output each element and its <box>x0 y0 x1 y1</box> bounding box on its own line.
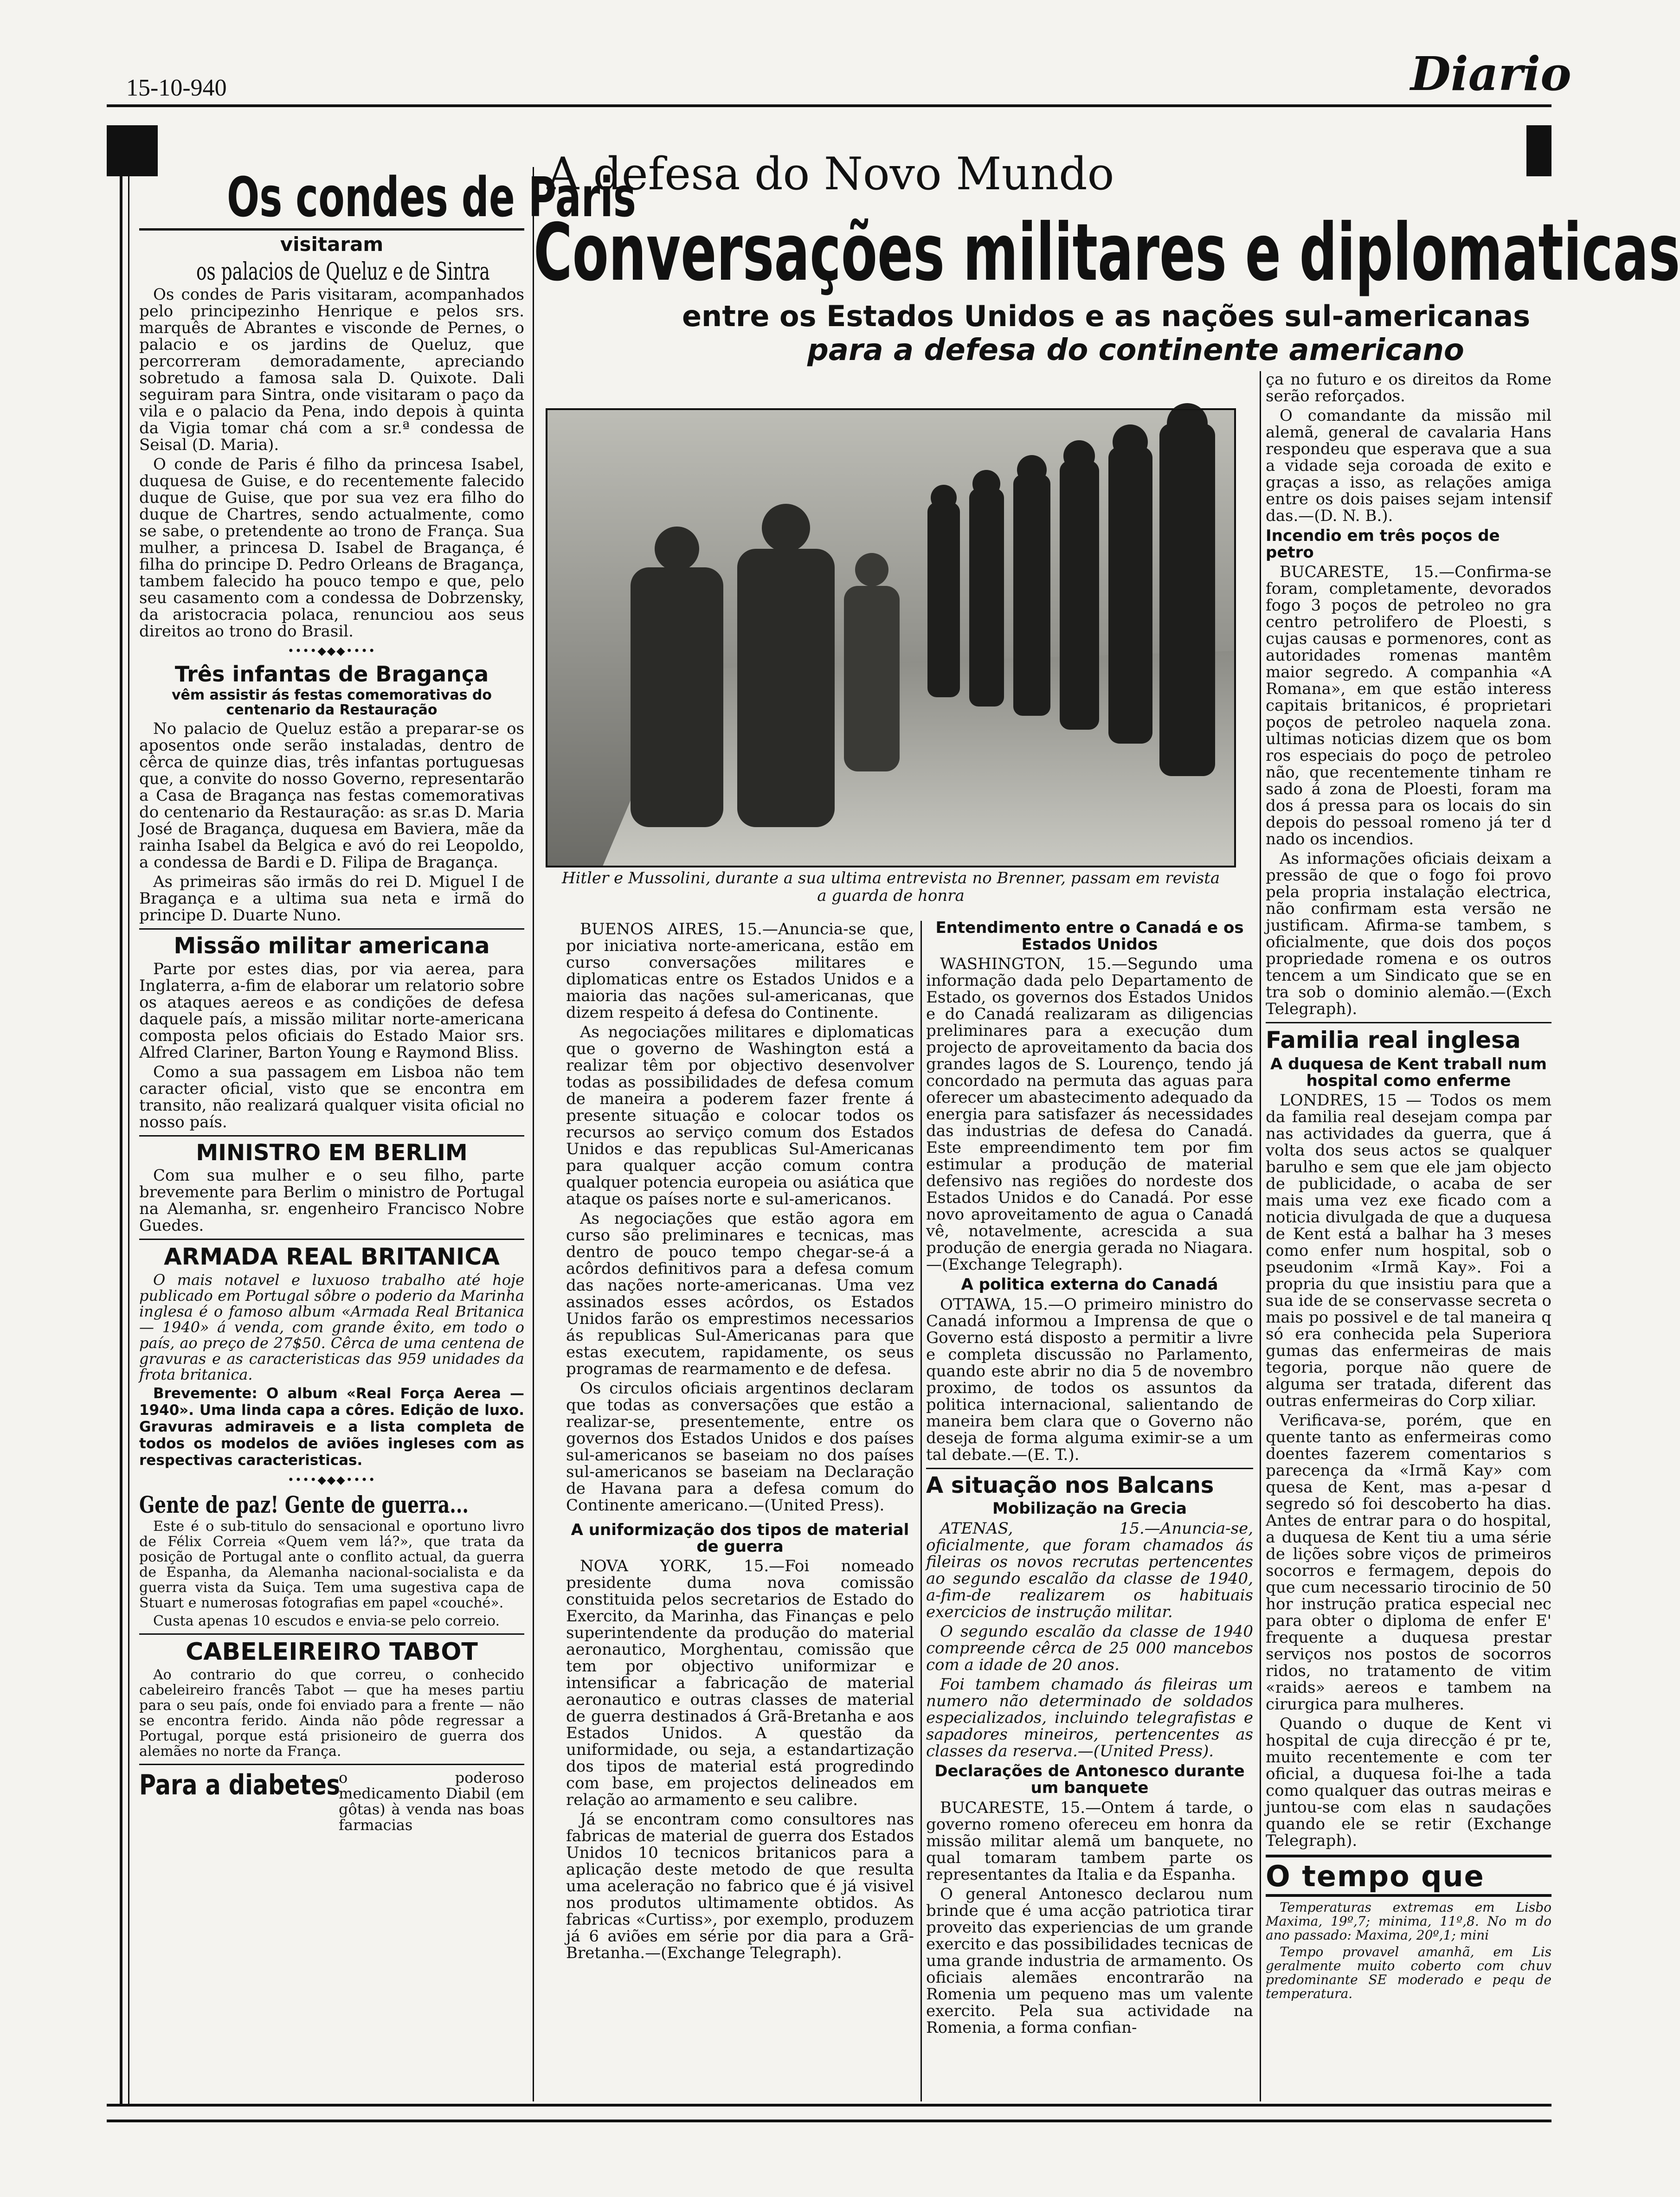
article-paragraph: BUCARESTE, 15.—Confirma-se foram, completamente, devorados fogo 3 poços de petroleo no gra centro petrolifero de Ploesti, s cujas causas e pormenores, cont as autoridades romenas mantêm maior segredo. A companhia «A Romana», em que estão interess capitais britanicos, é proprietari poços de petroleo naquela zona. ultimas noticias dizem que os bom ros especiais do poço de petroleo não, que recentemente tinham re sado á zona de Ploesti, foram ma dos á pressa para os locais do sin depois do pessoal romeno já ter d nado os incendios. <box>1266 563 1551 849</box>
condes-kicker: visitaram <box>280 233 384 256</box>
over-headline: A defesa do Novo Mundo <box>547 148 1114 200</box>
article-paragraph: OTTAWA, 15.—O primeiro ministro do Canadá informou a Imprensa de que o Governo está disposto a permitir a livre e completa discussão no Parlamento, quando este abrir no dia 5 de novembro proximo, de todos os assuntos da politica internacional, salientando de maneira bem clara que o Governo não deseja de forma alguma eximir-se a um tal debate.—(E. T.). <box>926 1295 1253 1465</box>
masthead: Diario <box>1410 46 1571 101</box>
infantas-headline: Três infantas de Bragança <box>174 662 489 687</box>
ornament-divider: ••••◆◆◆•••• <box>287 644 376 658</box>
news-photo <box>546 408 1236 867</box>
deck-line-1: entre os Estados Unidos e as nações sul-americanas <box>682 299 1531 333</box>
tempo-paragraph: Tempo provavel amanhã, em Lis geralmente muito coberto com chuv predominante SE moderado e pequ de temperatura. <box>1266 1944 1551 2002</box>
condes-paragraph: O conde de Paris é filho da princesa Isabel, duquesa de Guise, e do recentemente falecido duque de Guise, que por sua vez era filho do duque de Chartres, sendo actualmente, como se sabe, o pretendente ao trono de França. Sua mulher, a princesa D. Isabel de Bragança, é filha do principe D. Pedro Orleans de Bragança, tambem falecido ha pouco tempo e que, pelo seu casamento com a condessa de Dobrzensky, da aristocracia polaca, renunciou aos seus direitos ao trono do Brasil. <box>139 455 524 641</box>
tempo-headline: O tempo que <box>1266 1859 1485 1894</box>
article-paragraph: O general Antonesco declarou num brinde que é uma acção patriotica tirar proveito das experiencias de um grande exercito e das possibilidades tecnicas de uma grande industria de armamento. Os oficiais alemães encontrarão na Romenia um pequeno mas um valente exercito. Pela sua actividade na Romenia, a forma confian- <box>926 1884 1253 2037</box>
ornament-divider: ••••◆◆◆•••• <box>287 1473 376 1486</box>
gente-paragraph: Custa apenas 10 escudos e envia-se pelo correio. <box>153 1612 500 1629</box>
photo-illustration <box>547 410 1235 866</box>
condes-paragraph: Os condes de Paris visitaram, acompanhados pelo principezinho Henrique e pelos srs. marquês de Abrantes e visconde de Pernes, o palacio e os jardins de Queluz, que percorreram demoradamente, apreciando sobretudo a famosa sala D. Quixote. Dali seguiram para Sintra, onde visitaram o paço da vila e o palacio da Pena, indo depois à quinta da Vigia tomar chá com a sr.ª condessa de Seisal (D. Maria). <box>139 285 524 455</box>
uniformizacao-headline: A uniformização dos tipos de material de guerra <box>571 1521 909 1556</box>
article-paragraph: NOVA YORK, 15.—Foi nomeado presidente duma nova comissão constituida pelos secretarios de Estado do Exercito, da Marinha, das Finanças e pelo superintendente da produção do material aeronautico, Morghentau, comissão que tem por objectivo uniformizar e intensificar a fabricação de material aeronautico e outras classes de material de guerra destinados á Grã-Bretanha e aos Estados Unidos. A questão da uniformidade, ou seja, a estandartização dos tipos de material está progredindo com base, em projectos delineados em relação ao armamento e seu calibre. <box>566 1557 914 1810</box>
armada-paragraph: O mais notavel e luxuoso trabalho até hoje publicado em Portugal sôbre o poderio da Marinha inglesa é o famoso album «Armada Real Britanica — 1940» á venda, com grande êxito, em todo o país, ao preço de 27$50. Cêrca de uma centena de gravuras e as caracteristicas das 959 unidades da frota britanica. <box>139 1271 524 1383</box>
politica-headline: A politica externa do Canadá <box>961 1275 1218 1294</box>
article-paragraph: O segundo escalão da classe de 1940 compreende cêrca de 25 000 mancebos com a idade de 20 anos. <box>926 1622 1253 1675</box>
top-rule <box>107 104 1551 107</box>
article-paragraph: Verificava-se, porém, que en quente tanto as enfermeiras como doentes fazerem comentarios s parecença da «Irmã Kay» com quesa de Kent, mas a-pesar d segredo só foi descoberto ha dias. Antes de entrar para o do hospital, a duquesa de Kent tiu a uma série de lições sobre viços de primeiros socorros e fermagem, depois do que cum necessario tirocinio de 50 hor instrução pratica especial nec para obter o diploma de enfer E' frequente a duquesa prestar serviços nos postos de socorros ridos, no tratamento de vitim «raids» aereos e tambem na cirurgica para mulheres. <box>1266 1411 1551 1714</box>
photo-caption: Hitler e Mussolini, durante a sua ultima entrevista no Brenner, passam em revista a guarda de honra <box>561 869 1220 905</box>
tabot-paragraph: Ao contrario do que correu, o conhecido cabeleireiro francês Tabot — que ha meses partiu para o seu país, onde foi enviado para a frente — não se encontra ferido. Ainda não pôde regressar a Portugal, porque está prisioneiro de guerra dos alemães no norte da França. <box>139 1667 524 1760</box>
condes-subhead: os palacios de Queluz e de Sintra <box>196 258 490 286</box>
ministro-headline: MINISTRO EM BERLIM <box>196 1139 468 1166</box>
armada-headline: ARMADA REAL BRITANICA <box>164 1243 500 1271</box>
main-column-2 <box>926 916 1253 2099</box>
diabetes-text: o poderoso medicamento Diabil (em gôtas) à venda nas boas farmacias <box>339 1769 524 1834</box>
left-border-rule <box>120 176 122 2106</box>
article-paragraph: ça no futuro e os direitos da Rome serão reforçados. <box>1266 370 1551 405</box>
condes-headline: Os condes de Paris <box>226 165 636 229</box>
article-paragraph: Quando o duque de Kent vi hospital de cuja direcção é pr te, muito recentemente e com ter oficial, a duquesa foi-lhe a tada como qualquer das outras meiras e juntou-se com elas n saudações quando ele se retir (Exchange Telegraph). <box>1266 1715 1551 1850</box>
main-headline: Conversações militares e diplomaticas <box>534 207 1680 299</box>
armada-paragraph-bold: Brevemente: O album «Real Força Aerea — 1940». Uma linda capa a côres. Edição de luxo. Gravuras admiraveis e a lista completa de todos os modelos de aviões ingleses com as respectivas caracteristicas. <box>139 1385 524 1469</box>
bottom-rule <box>107 2104 1551 2122</box>
left-border-rule-inner <box>128 176 129 2106</box>
article-paragraph: BUENOS AIRES, 15.—Anuncia-se que, por iniciativa norte-americana, estão em curso conversações militares e diplomaticas entre os Estados Unidos e a maioria das nações sul-americanas, que dizem respeito á defesa do Continente. <box>566 920 914 1022</box>
diabetes-ad <box>139 1770 524 1833</box>
article-paragraph: O comandante da missão mil alemã, general de cavalaria Hans respondeu que esperava que a sua a vidade seja coroada de exito e graças a isso, as relações amiga entre os dois paises sejam intensif das.—(D. N. B.). <box>1266 406 1551 525</box>
main-headline-wrap <box>534 207 1680 302</box>
infantas-subhead: vêm assistir ás festas comemorativas do centenario da Restauração <box>172 687 492 719</box>
infantas-paragraph: As primeiras são irmãs do rei D. Miguel I de Bragança e a ultima sua neta e irmã do principe D. Duarte Nuno. <box>139 873 524 925</box>
article-paragraph: As negociações militares e diplomaticas que o governo de Washington está a realizar têm por objectivo desenvolver todas as possibilidades de defesa comum de maneira a poderem fazer frente á presente situação e colocar todos os recursos ao serviço comum dos Estados Unidos e das republicas Sul-Americanas para qualquer acção comum contra qualquer potencia europeia ou asiática que ataque os países norte e sul-americanos. <box>566 1023 914 1208</box>
balcans-headline: A situação nos Balcans <box>926 1472 1214 1499</box>
missao-paragraph: Como a sua passagem em Lisboa não tem caracter oficial, visto que se encontra em transito, não realizará qualquer visita oficial no nosso país. <box>139 1062 524 1131</box>
article-paragraph: BUCARESTE, 15.—Ontem á tarde, o governo romeno ofereceu em honra da missão militar alemã um banquete, no qual tomaram tambem parte os representantes da Italia e da Espanha. <box>926 1798 1253 1884</box>
gente-headline: Gente de paz! Gente de guerra... <box>139 1490 469 1518</box>
familia-headline: Familia real inglesa <box>1266 1027 1521 1054</box>
article-paragraph: Foi tambem chamado ás fileiras um numero não determinado de soldados especializados, incluindo telegrafistas e sapadores mineiros, pertencentes as classes da reserva.—(United Press). <box>926 1675 1253 1761</box>
tabot-headline: CABELEIREIRO TABOT <box>186 1638 478 1666</box>
antonesco-headline: Declarações de Antonesco durante um banquete <box>934 1762 1245 1797</box>
ministro-paragraph: Com sua mulher e o seu filho, parte brevemente para Berlim o ministro de Portugal na Alemanha, sr. engenheiro Francisco Nobre Guedes. <box>139 1166 524 1235</box>
issue-date: 15-10-940 <box>126 75 227 101</box>
tempo-paragraph: Temperaturas extremas em Lisbo Maxima, 19º,7; minima, 11º,8. No m do ano passado: Maxima, 20º,1; mini <box>1266 1900 1551 1943</box>
grecia-subhead: Mobilização na Grecia <box>992 1499 1187 1518</box>
right-column <box>1266 371 1551 2101</box>
diabetes-headline: Para a diabetes <box>139 1769 340 1802</box>
gente-paragraph: Este é o sub-titulo do sensacional e oportuno livro de Félix Correia «Quem vem lá?», que trata da posição de Portugal ante o conflito actual, da guerra de Espanha, da Alemanha nacional-socialista e da guerra vista da Suiça. Tem uma sugestiva capa de Stuart e numerosas fotografias em papel «couché». <box>139 1518 524 1611</box>
article-paragraph: ATENAS, 15.—Anuncia-se, oficialmente, que foram chamados ás fileiras os novos recrutas pertencentes ao segundo escalão da classe de 1940, a-fim-de realizarem os habituais exercicios de instrução militar. <box>926 1519 1253 1622</box>
article-paragraph: Os circulos oficiais argentinos declaram que todas as conversações que estão a realizar-se, presentemente, entre os governos dos Estados Unidos e dos países sul-americanos se baseiam no dos países sul-americanos se baseiam na Declaração de Havana para a defesa comum do Continente americano.—(United Press). <box>566 1379 914 1515</box>
article-paragraph: As informações oficiais deixam a pressão de que o fogo foi provo pela propria instalação electrica, não confirmam esta versão ne justificam. Afirma-se tambem, s oficialmente, que dois dos poços propriedade romena e os outros tencem a um Sindicato que se en tra sob o dominio alemão.—(Exch Telegraph). <box>1266 849 1551 1019</box>
column-rule-3 <box>1260 371 1261 2101</box>
main-column-1 <box>566 921 914 2099</box>
article-paragraph: Já se encontram como consultores nas fabricas de material de guerra dos Estados Unidos 10 tecnicos britanicos para a aplicação deste metodo de que resulta uma aceleração no fabrico que é já visivel nos produtos ultimamente obtidos. As fabricas «Curtiss», por exemplo, produzem já 6 aviões em série por dia para a Grã-Bretanha.—(Exchange Telegraph). <box>566 1810 914 1963</box>
infantas-paragraph: No palacio de Queluz estão a preparar-se os aposentos onde serão instaladas, dentro de cêrca de quinze dias, três infantas portuguesas que, a convite do nosso Governo, representarão a Casa de Bragança nas festas comemorativas do centenario da Restauração: as sr.as D. Maria José de Bragança, duquesa em Baviera, mãe da rainha Isabel da Belgica e avó do rei Leopoldo, a condessa de Bardi e D. Filipa de Bragança. <box>139 719 524 872</box>
corner-block-right <box>1526 125 1551 176</box>
missao-paragraph: Parte por estes dias, por via aerea, para Inglaterra, a-fim de elaborar um relatorio sobre os ataques aereos e as condições de defesa daquele país, a missão militar norte-americana composta pelos oficiais do Estado Maior srs. Alfred Clariner, Barton Young e Raymond Bliss. <box>139 959 524 1062</box>
incendio-headline: Incendio em três poços de petro <box>1266 527 1500 562</box>
article-paragraph: LONDRES, 15 — Todos os mem da familia real desejam compa par nas actividades da guerra, que á volta dos seus actos se qualquer barulho e sem que ele jam objecto de publicidade, o acaba de ser mais uma vez exe ficado com a noticia divulgada de que a duquesa de Kent está a balhar ha 3 meses como enfer num hospital, sob o pseudonim «Irmã Kay». Foi a propria du que insistiu para que a sua ide de se conservasse secreta o mais po possivel e de tal maneira q só era conhecida pela Superiora gumas das enfermeiras de mais tegoria, porque não quere de alguma ser tratada, diferent das outras enfermeiras do Corp xiliar. <box>1266 1091 1551 1411</box>
missao-headline: Missão militar americana <box>174 933 490 959</box>
left-column <box>139 165 636 2101</box>
article-paragraph: WASHINGTON, 15.—Segundo uma informação dada pelo Departamento de Estado, os governos dos Estados Unidos e do Canadá realizaram as diligencias preliminares para a execução dum projecto de aproveitamento da bacia dos grandes lagos de S. Lourenço, tendo já concordado na permuta das aguas para oferecer um abastecimento adequado da energia para satisfazer ás necessidades das industrias de defesa do Canadá. Este empreendimento tem por fim estimular a produção de material defensivo nas regiões do nordeste dos Estados Unidos e do Canadá. Por esse novo aproveitamento de agua o Canadá vê, notavelmente, acrescida a sua produção de energia gerada no Niagara.—(Exchange Telegraph). <box>926 955 1253 1274</box>
canada-headline: Entendimento entre o Canadá e os Estados Unidos <box>935 919 1244 954</box>
column-rule-2 <box>920 921 922 2101</box>
article-paragraph: As negociações que estão agora em curso são preliminares e tecnicas, mas dentro de pouco tempo chegar-se-á a acôrdos definitivos para a defesa comum das nações norte-americanas. Uma vez assinados esses acôrdos, os Estados Unidos farão os emprestimos necessarios ás republicas Sul-Americanas para que estas executem, rapidamente, os seus programas de rearmamento e de defesa. <box>566 1209 914 1378</box>
deck-line-2: para a defesa do continente americano <box>807 333 1464 367</box>
kent-subhead: A duquesa de Kent traball num hospital como enferme <box>1270 1054 1547 1090</box>
column-rule-1 <box>533 167 534 2101</box>
